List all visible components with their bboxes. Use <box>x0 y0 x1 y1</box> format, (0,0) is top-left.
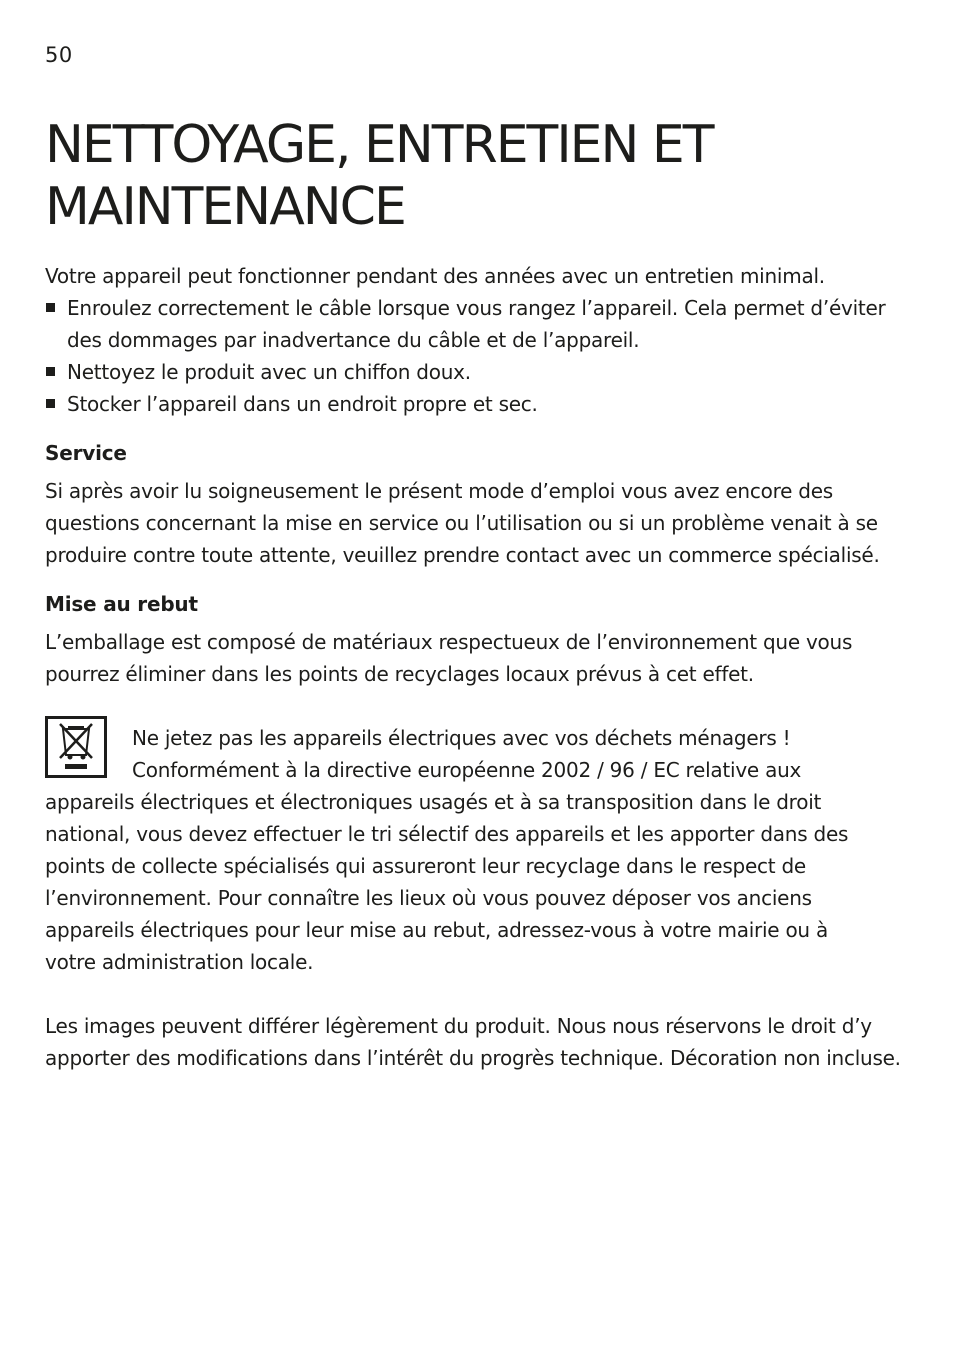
page-number: 50 <box>45 43 73 67</box>
bullet-square-icon <box>46 303 55 312</box>
disclaimer-text: Les images peuvent différer légèrement du produit. Nous nous réservons le droit d’y apporter des modifications dans l’intérêt du progrès technique. Décoration non incluse. <box>45 1014 901 1070</box>
list-item <box>45 388 905 420</box>
weee-paragraph-rest: appareils électriques et électroniques usagés et à sa transposition dans le droit national, vous devez effectuer le tri sélectif des appareils et les apporter dans des points de collecte spécialisés qui assureront leur recyclage dans le respect de l’environnement. Pour connaître les lieux où vous pouvez déposer vos anciens appareils électriques pour leur mise au rebut, adressez-vous à votre mairie ou à votre administration locale. <box>45 790 849 974</box>
disposal-text: L’emballage est composé de matériaux respectueux de l’environnement que vous pourrez éliminer dans les points de recyclages locaux prévus à cet effet. <box>45 630 853 686</box>
weee-line-2: Conformément à la directive européenne 2002 / 96 / EC relative aux <box>132 758 802 782</box>
list-item <box>45 356 905 388</box>
page-title: NETTOYAGE, ENTRETIEN ET MAINTENANCE <box>45 115 713 237</box>
list-item <box>45 292 905 356</box>
bullet-text: Nettoyez le produit avec un chiffon doux. <box>67 360 471 384</box>
weee-text <box>45 722 865 978</box>
bullet-text: Enroulez correctement le câble lorsque vous rangez l’appareil. Cela permet d’éviter des dommages par inadvertance du câble et de l’appareil. <box>67 296 886 352</box>
care-bullet-list <box>45 292 905 420</box>
weee-line-1: Ne jetez pas les appareils électriques avec vos déchets ménagers ! <box>132 726 791 750</box>
bullet-square-icon <box>46 399 55 408</box>
service-heading: Service <box>45 441 127 465</box>
intro-text: Votre appareil peut fonctionner pendant des années avec un entretien minimal. <box>45 264 825 288</box>
service-text: Si après avoir lu soigneusement le présent mode d’emploi vous avez encore des questions concernant la mise en service ou l’utilisation ou si un problème venait à se produire contre toute attente, veuillez prendre contact avec un commerce spécialisé. <box>45 479 880 567</box>
disposal-heading: Mise au rebut <box>45 592 198 616</box>
bullet-square-icon <box>46 367 55 376</box>
bullet-text: Stocker l’appareil dans un endroit propre et sec. <box>67 392 538 416</box>
